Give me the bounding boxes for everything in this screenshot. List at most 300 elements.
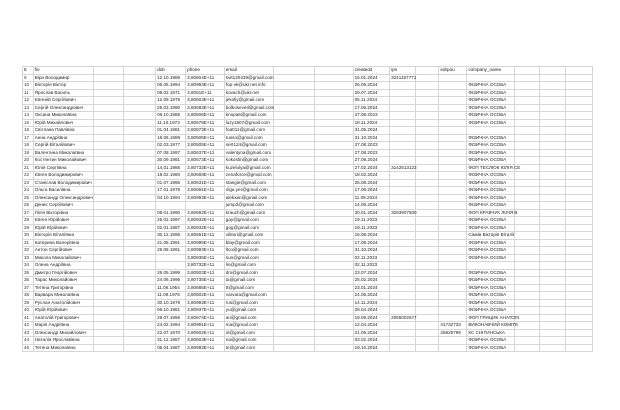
cell-empty[interactable] (514, 239, 540, 247)
cell-company[interactable]: ФІЗИЧНА ОСОБА (467, 277, 514, 285)
cell-edrpou[interactable] (439, 149, 467, 157)
cell-dob[interactable]: 26.05.1999 (156, 269, 186, 277)
cell-empty[interactable] (514, 149, 540, 157)
cell-created[interactable]: 26.05.2024 (353, 82, 389, 90)
cell-empty[interactable] (566, 232, 593, 240)
cell-empty[interactable] (123, 344, 155, 352)
cell-email[interactable]: kokostin@gmail.com (224, 157, 273, 165)
cell-empty[interactable] (93, 127, 123, 135)
cell-company[interactable]: КС СНІТИНСЬКА (467, 329, 514, 337)
cell-created[interactable]: 19.10.2024 (353, 344, 389, 352)
cell-empty[interactable] (540, 217, 566, 225)
cell-created[interactable]: 31.05.2024 (353, 127, 389, 135)
cell-empty[interactable] (540, 82, 566, 90)
cell-phone[interactable]: 3,80681E+11 (186, 187, 225, 195)
cell-empty[interactable] (540, 127, 566, 135)
cell-email[interactable]: jump2@gmail.com (224, 202, 273, 210)
row-number[interactable]: 8 (23, 67, 34, 75)
cell-empty[interactable] (566, 164, 593, 172)
cell-empty[interactable] (514, 277, 540, 285)
cell-empty[interactable] (274, 127, 315, 135)
cell-email[interactable]: valentyna@gmail.com (224, 149, 273, 157)
cell-empty[interactable] (514, 299, 540, 307)
cell-ipn[interactable] (390, 239, 416, 247)
cell-empty[interactable] (566, 299, 593, 307)
cell-empty[interactable] (123, 337, 155, 345)
cell-edrpou[interactable] (439, 112, 467, 120)
cell-empty[interactable] (540, 329, 566, 337)
cell-created[interactable]: 14.11.2024 (353, 299, 389, 307)
cell-phone[interactable]: 3,80661E+11 (186, 232, 225, 240)
cell-empty[interactable] (415, 127, 439, 135)
cell-empty[interactable] (514, 97, 540, 105)
cell-edrpou[interactable] (439, 239, 467, 247)
cell-edrpou[interactable] (439, 299, 467, 307)
column-header[interactable] (123, 67, 155, 75)
cell-empty[interactable] (415, 224, 439, 232)
cell-empty[interactable] (274, 112, 315, 120)
cell-fio[interactable]: Катерина Валеріївна (33, 239, 93, 247)
cell-fio[interactable]: Юлія Сергіївна (33, 164, 93, 172)
cell-dob[interactable]: 17.01.1978 (156, 187, 186, 195)
cell-created[interactable]: 23.01.2024 (353, 284, 389, 292)
row-number[interactable]: 33 (23, 254, 34, 262)
cell-created[interactable]: 23.07.2024 (353, 269, 389, 277)
cell-empty[interactable] (566, 254, 593, 262)
cell-created[interactable]: 17.06.2024 (353, 187, 389, 195)
cell-fio[interactable]: Ярослав Василь (33, 89, 93, 97)
cell-phone[interactable]: 3,80932E+11 (186, 217, 225, 225)
cell-empty[interactable] (93, 337, 123, 345)
cell-phone[interactable]: 3,80685E+11 (186, 284, 225, 292)
cell-dob[interactable]: 08.01.1990 (156, 209, 186, 217)
cell-ipn[interactable] (390, 127, 416, 135)
row-number[interactable]: 28 (23, 217, 34, 225)
cell-empty[interactable] (314, 74, 353, 82)
cell-edrpou[interactable] (439, 164, 467, 172)
cell-empty[interactable] (540, 232, 566, 240)
cell-empty[interactable] (123, 157, 155, 165)
cell-empty[interactable] (123, 127, 155, 135)
cell-empty[interactable] (93, 277, 123, 285)
cell-phone[interactable]: 3,80937E+11 (186, 307, 225, 315)
cell-phone[interactable]: 3,80669E+11 (186, 172, 225, 180)
cell-email[interactable]: russo@gmail.com (224, 134, 273, 142)
cell-dob[interactable]: 30.10.1979 (156, 299, 186, 307)
cell-empty[interactable] (314, 322, 353, 330)
row-number[interactable]: 30 (23, 232, 34, 240)
cell-empty[interactable] (123, 307, 155, 315)
cell-email[interactable]: yu@gmail.com (224, 307, 273, 315)
cell-empty[interactable] (123, 322, 155, 330)
cell-edrpou[interactable] (439, 119, 467, 127)
cell-email[interactable]: kovach@ukr.net (224, 89, 273, 97)
cell-company[interactable]: ФІЗИЧНА ОСОБА (467, 344, 514, 352)
cell-empty[interactable] (415, 299, 439, 307)
cell-empty[interactable] (514, 307, 540, 315)
cell-empty[interactable] (93, 269, 123, 277)
cell-company[interactable]: ФІЗИЧНА ОСОБА (467, 179, 514, 187)
cell-fio[interactable]: Станіслав Володимирович (34, 179, 92, 185)
cell-empty[interactable] (566, 277, 593, 285)
cell-dob[interactable] (156, 262, 186, 270)
cell-empty[interactable] (540, 284, 566, 292)
cell-edrpou[interactable] (439, 314, 467, 322)
cell-empty[interactable] (123, 149, 155, 157)
cell-edrpou[interactable] (439, 254, 467, 262)
cell-email[interactable]: tt@gmail.com (224, 284, 273, 292)
cell-ipn[interactable] (390, 277, 416, 285)
cell-edrpou[interactable] (439, 262, 467, 270)
cell-empty[interactable] (415, 142, 439, 150)
cell-created[interactable]: 12.04.2024 (353, 322, 389, 330)
cell-fio[interactable]: Дмитро Георгійович (33, 269, 93, 277)
cell-empty[interactable] (314, 337, 353, 345)
cell-company[interactable]: ФІЗИЧНА ОСОБА (467, 157, 514, 165)
cell-empty[interactable] (415, 239, 439, 247)
cell-empty[interactable] (566, 247, 593, 255)
cell-empty[interactable] (540, 209, 566, 217)
cell-empty[interactable] (566, 202, 593, 210)
row-number[interactable]: 12 (23, 97, 34, 105)
cell-fio[interactable]: Сергій Олександрович (33, 104, 93, 112)
row-number[interactable]: 27 (23, 209, 34, 217)
cell-empty[interactable] (123, 89, 155, 97)
cell-empty[interactable] (514, 224, 540, 232)
cell-empty[interactable] (566, 179, 593, 187)
row-number[interactable]: 41 (23, 314, 34, 322)
column-header[interactable] (274, 67, 315, 75)
cell-company[interactable]: ФІЗИЧНА ОСОБА (467, 134, 514, 142)
cell-empty[interactable] (415, 89, 439, 97)
cell-empty[interactable] (415, 217, 439, 225)
cell-company[interactable]: ФІЗИЧНА ОСОБА (467, 172, 514, 180)
cell-empty[interactable] (93, 104, 123, 112)
cell-empty[interactable] (514, 247, 540, 255)
cell-empty[interactable] (514, 142, 540, 150)
cell-ipn[interactable] (390, 247, 416, 255)
row-number[interactable]: 20 (23, 157, 34, 165)
cell-empty[interactable] (274, 224, 315, 232)
cell-phone[interactable]: 3,80993E+11 (186, 299, 225, 307)
cell-dob[interactable]: 12.09.1979 (156, 97, 186, 105)
cell-company[interactable]: ФІЗИЧНА ОСОБА (467, 337, 514, 345)
row-number[interactable]: 29 (23, 224, 34, 232)
cell-email[interactable]: ol@gmail.com (224, 329, 273, 337)
cell-empty[interactable] (415, 277, 439, 285)
cell-created[interactable]: 17.08.2024 (353, 239, 389, 247)
cell-ipn[interactable] (390, 179, 416, 187)
cell-empty[interactable] (540, 314, 566, 322)
cell-email[interactable]: foa011@gmail.com (224, 127, 273, 135)
cell-ipn[interactable]: 3241157771 (391, 74, 417, 80)
cell-edrpou[interactable] (439, 292, 467, 300)
cell-empty[interactable] (514, 179, 540, 187)
cell-phone[interactable]: 3,80505E+11 (186, 134, 225, 142)
cell-created[interactable]: 02.11.2023 (353, 254, 389, 262)
cell-fio[interactable]: Денис Сергійович (33, 202, 93, 210)
cell-ipn[interactable] (390, 337, 416, 345)
cell-fio[interactable]: Марія Андріївна (33, 322, 93, 330)
cell-email[interactable]: alekxan@gmail.com (224, 194, 273, 202)
cell-empty[interactable] (566, 112, 593, 120)
cell-dob[interactable] (156, 202, 186, 210)
row-number[interactable]: 26 (23, 202, 34, 210)
cell-empty[interactable] (93, 157, 123, 165)
cell-empty[interactable] (566, 217, 593, 225)
cell-empty[interactable] (415, 209, 439, 217)
cell-ipn[interactable] (390, 269, 416, 277)
cell-edrpou[interactable] (439, 232, 467, 240)
cell-edrpou[interactable] (439, 307, 467, 315)
cell-empty[interactable] (314, 224, 353, 232)
row-number[interactable]: 22 (23, 172, 34, 180)
cell-empty[interactable] (274, 164, 315, 172)
cell-created[interactable]: 31.10.2024 (353, 247, 389, 255)
cell-fio[interactable]: Вікторія Віктор (33, 82, 93, 90)
cell-empty[interactable] (540, 187, 566, 195)
cell-dob[interactable]: 01.07.1995 (156, 179, 186, 187)
cell-empty[interactable] (274, 247, 315, 255)
cell-empty[interactable] (566, 134, 593, 142)
cell-ipn[interactable] (390, 112, 416, 120)
cell-empty[interactable] (314, 262, 353, 270)
cell-empty[interactable] (540, 97, 566, 105)
cell-created[interactable]: 03.02.2024 (353, 337, 389, 345)
cell-edrpou[interactable]: 41732733 (439, 322, 467, 330)
cell-email[interactable]: zenaforce@gmail.com (224, 172, 273, 180)
cell-empty[interactable] (314, 127, 353, 135)
cell-company[interactable]: ФІЗИЧНА ОСОБА (467, 89, 514, 97)
cell-edrpou[interactable] (439, 202, 467, 210)
cell-empty[interactable] (123, 262, 155, 270)
cell-email[interactable]: sert124@gmail.com (224, 142, 273, 150)
cell-edrpou[interactable] (439, 284, 467, 292)
cell-empty[interactable] (274, 299, 315, 307)
cell-created[interactable]: 27.08.2023 (353, 112, 389, 120)
cell-empty[interactable] (314, 202, 353, 210)
cell-dob[interactable]: 25.02.1997 (156, 217, 186, 225)
cell-empty[interactable] (566, 329, 593, 337)
cell-empty[interactable] (123, 202, 155, 210)
cell-empty[interactable] (314, 269, 353, 277)
cell-phone[interactable]: 3,80683E+11 (186, 104, 225, 112)
column-header[interactable]: email (224, 67, 273, 75)
cell-created[interactable]: 19.09.2024 (353, 314, 389, 322)
cell-empty[interactable] (274, 104, 315, 112)
cell-empty[interactable] (93, 172, 123, 180)
cell-empty[interactable] (566, 269, 593, 277)
cell-ipn[interactable] (390, 329, 416, 337)
cell-empty[interactable] (274, 284, 315, 292)
cell-empty[interactable] (540, 322, 566, 330)
column-header[interactable] (566, 67, 593, 75)
cell-fio[interactable]: Євген Юрійович (33, 217, 93, 225)
cell-company[interactable]: ФІЗИЧНА ОСОБА (467, 269, 514, 277)
cell-email[interactable]: luzy1507@gmail.com (224, 119, 273, 127)
cell-company[interactable]: ФІЗИЧНА ОСОБА (467, 104, 514, 112)
cell-empty[interactable] (274, 314, 315, 322)
cell-empty[interactable] (566, 284, 593, 292)
cell-phone[interactable]: 3,80732E+11 (186, 164, 225, 172)
cell-email[interactable]: ltco@gmail.com (224, 247, 273, 255)
cell-empty[interactable] (93, 284, 123, 292)
cell-empty[interactable] (274, 239, 315, 247)
cell-empty[interactable] (123, 187, 155, 195)
cell-empty[interactable] (514, 254, 540, 262)
cell-empty[interactable] (566, 322, 593, 330)
cell-created[interactable]: 29.07.2024 (353, 89, 389, 97)
cell-fio[interactable]: Світлана Павлівна (33, 127, 93, 135)
cell-edrpou[interactable] (439, 247, 467, 255)
cell-empty[interactable] (566, 142, 593, 150)
row-number[interactable]: 32 (23, 247, 34, 255)
cell-empty[interactable] (123, 142, 155, 150)
cell-empty[interactable] (415, 254, 439, 262)
row-number[interactable]: 14 (23, 112, 34, 120)
cell-created[interactable]: 31.10.2024 (353, 134, 389, 142)
cell-email[interactable]: olga.yer@gmail.com (224, 187, 273, 195)
cell-email[interactable]: ta@gmail.com (224, 277, 273, 285)
row-number[interactable]: 31 (23, 239, 34, 247)
cell-created[interactable]: 19.11.2023 (353, 217, 389, 225)
cell-empty[interactable] (314, 239, 353, 247)
cell-fio[interactable]: Оксана Миколаївна (33, 112, 93, 120)
cell-empty[interactable] (274, 269, 315, 277)
cell-company[interactable]: ФІЗИЧНА ОСОБА (467, 307, 514, 315)
cell-empty[interactable] (566, 172, 593, 180)
cell-ipn[interactable] (390, 157, 416, 165)
cell-fio[interactable]: Олександр Олександрович (34, 194, 93, 200)
cell-empty[interactable] (566, 127, 593, 135)
cell-empty[interactable] (540, 299, 566, 307)
cell-edrpou[interactable] (439, 74, 467, 82)
cell-empty[interactable] (93, 239, 123, 247)
cell-created[interactable]: 27.09.2024 (353, 157, 389, 165)
cell-fio[interactable]: Наталія Ярославівна (33, 337, 93, 345)
cell-empty[interactable] (415, 97, 439, 105)
cell-empty[interactable] (415, 194, 439, 202)
cell-ipn[interactable] (390, 307, 416, 315)
cell-empty[interactable] (514, 292, 540, 300)
cell-dob[interactable]: 11.06.1954 (156, 284, 186, 292)
cell-created[interactable]: 21.05.2024 (353, 329, 389, 337)
cell-edrpou[interactable] (439, 179, 467, 187)
cell-empty[interactable] (415, 82, 439, 90)
cell-empty[interactable] (566, 89, 593, 97)
cell-company[interactable] (467, 262, 514, 270)
cell-empty[interactable] (540, 104, 566, 112)
cell-dob[interactable]: 16.06.1989 (156, 134, 186, 142)
cell-empty[interactable] (314, 329, 353, 337)
cell-empty[interactable] (566, 157, 593, 165)
cell-company[interactable]: ФІЗИЧНА ОСОБА (467, 142, 514, 150)
cell-empty[interactable] (93, 299, 123, 307)
cell-empty[interactable] (314, 232, 353, 240)
cell-ipn[interactable] (390, 89, 416, 97)
cell-empty[interactable] (274, 202, 315, 210)
cell-created[interactable]: 24.05.2024 (353, 292, 389, 300)
cell-empty[interactable] (123, 74, 155, 82)
cell-empty[interactable] (93, 314, 123, 322)
cell-fio[interactable]: Лілія Вікторівна (33, 209, 93, 217)
cell-dob[interactable]: 11.10.1973 (156, 119, 186, 127)
cell-company[interactable]: ФІЗИЧНА ОСОБА (467, 284, 514, 292)
cell-ipn[interactable] (390, 344, 416, 352)
cell-email[interactable]: jekolly@gmail.com (224, 97, 273, 105)
cell-empty[interactable] (415, 307, 439, 315)
cell-dob[interactable]: 24.02.1994 (156, 322, 186, 330)
cell-empty[interactable] (415, 112, 439, 120)
cell-empty[interactable] (93, 179, 123, 187)
cell-email[interactable]: sun@gmail.com (224, 254, 273, 262)
cell-empty[interactable] (415, 247, 439, 255)
cell-phone[interactable]: 3,8051E+11 (186, 89, 225, 97)
cell-empty[interactable] (274, 277, 315, 285)
cell-empty[interactable] (314, 247, 353, 255)
cell-phone[interactable]: 3,80503E+11 (186, 97, 225, 105)
cell-company[interactable] (467, 74, 514, 82)
cell-empty[interactable] (123, 119, 155, 127)
cell-email[interactable]: dm@gmail.com (224, 269, 273, 277)
cell-empty[interactable] (314, 209, 353, 217)
cell-dob[interactable]: 26.08.1991 (156, 247, 186, 255)
cell-empty[interactable] (93, 97, 123, 105)
cell-empty[interactable] (274, 97, 315, 105)
cell-created[interactable]: 15.01.2024 (353, 74, 389, 82)
cell-empty[interactable] (540, 157, 566, 165)
cell-empty[interactable] (415, 104, 439, 112)
cell-email[interactable]: varvara@gmail.com (224, 292, 273, 300)
row-number[interactable]: 23 (23, 179, 34, 187)
cell-dob[interactable]: 30.09.1981 (156, 157, 186, 165)
cell-company[interactable]: ФОП ГРИЦИК АНАТОЛІ (468, 314, 519, 320)
cell-empty[interactable] (274, 254, 315, 262)
cell-fio[interactable]: Антон Сергійович (33, 247, 93, 255)
cell-empty[interactable] (415, 329, 439, 337)
cell-empty[interactable] (540, 119, 566, 127)
cell-empty[interactable] (314, 292, 353, 300)
cell-empty[interactable] (93, 194, 123, 202)
cell-empty[interactable] (514, 284, 540, 292)
row-number[interactable]: 9 (23, 74, 34, 82)
row-number[interactable]: 39 (23, 299, 34, 307)
cell-dob[interactable]: 08.02.1971 (156, 89, 186, 97)
cell-fio[interactable]: Євген Володимирович (33, 172, 93, 180)
cell-edrpou[interactable] (439, 187, 467, 195)
cell-edrpou[interactable] (439, 337, 467, 345)
cell-empty[interactable] (274, 322, 315, 330)
cell-ipn[interactable] (390, 172, 416, 180)
cell-empty[interactable] (314, 134, 353, 142)
cell-phone[interactable] (186, 202, 225, 210)
column-header[interactable] (314, 67, 353, 75)
cell-edrpou[interactable] (439, 172, 467, 180)
cell-phone[interactable]: 3,80503E+11 (186, 269, 225, 277)
cell-empty[interactable] (540, 134, 566, 142)
cell-empty[interactable] (274, 149, 315, 157)
cell-empty[interactable] (123, 292, 155, 300)
cell-ipn[interactable] (390, 187, 416, 195)
cell-edrpou[interactable] (439, 89, 467, 97)
cell-fio[interactable]: Анна Андріївна (33, 134, 93, 142)
cell-email[interactable]: svit120339@gmail.com (225, 74, 274, 80)
cell-empty[interactable] (540, 164, 566, 172)
cell-phone[interactable]: 3,80993E+11 (186, 247, 225, 255)
cell-created[interactable]: 18.02.2024 (353, 172, 389, 180)
cell-created[interactable]: 19.11.2023 (353, 224, 389, 232)
cell-empty[interactable] (540, 307, 566, 315)
